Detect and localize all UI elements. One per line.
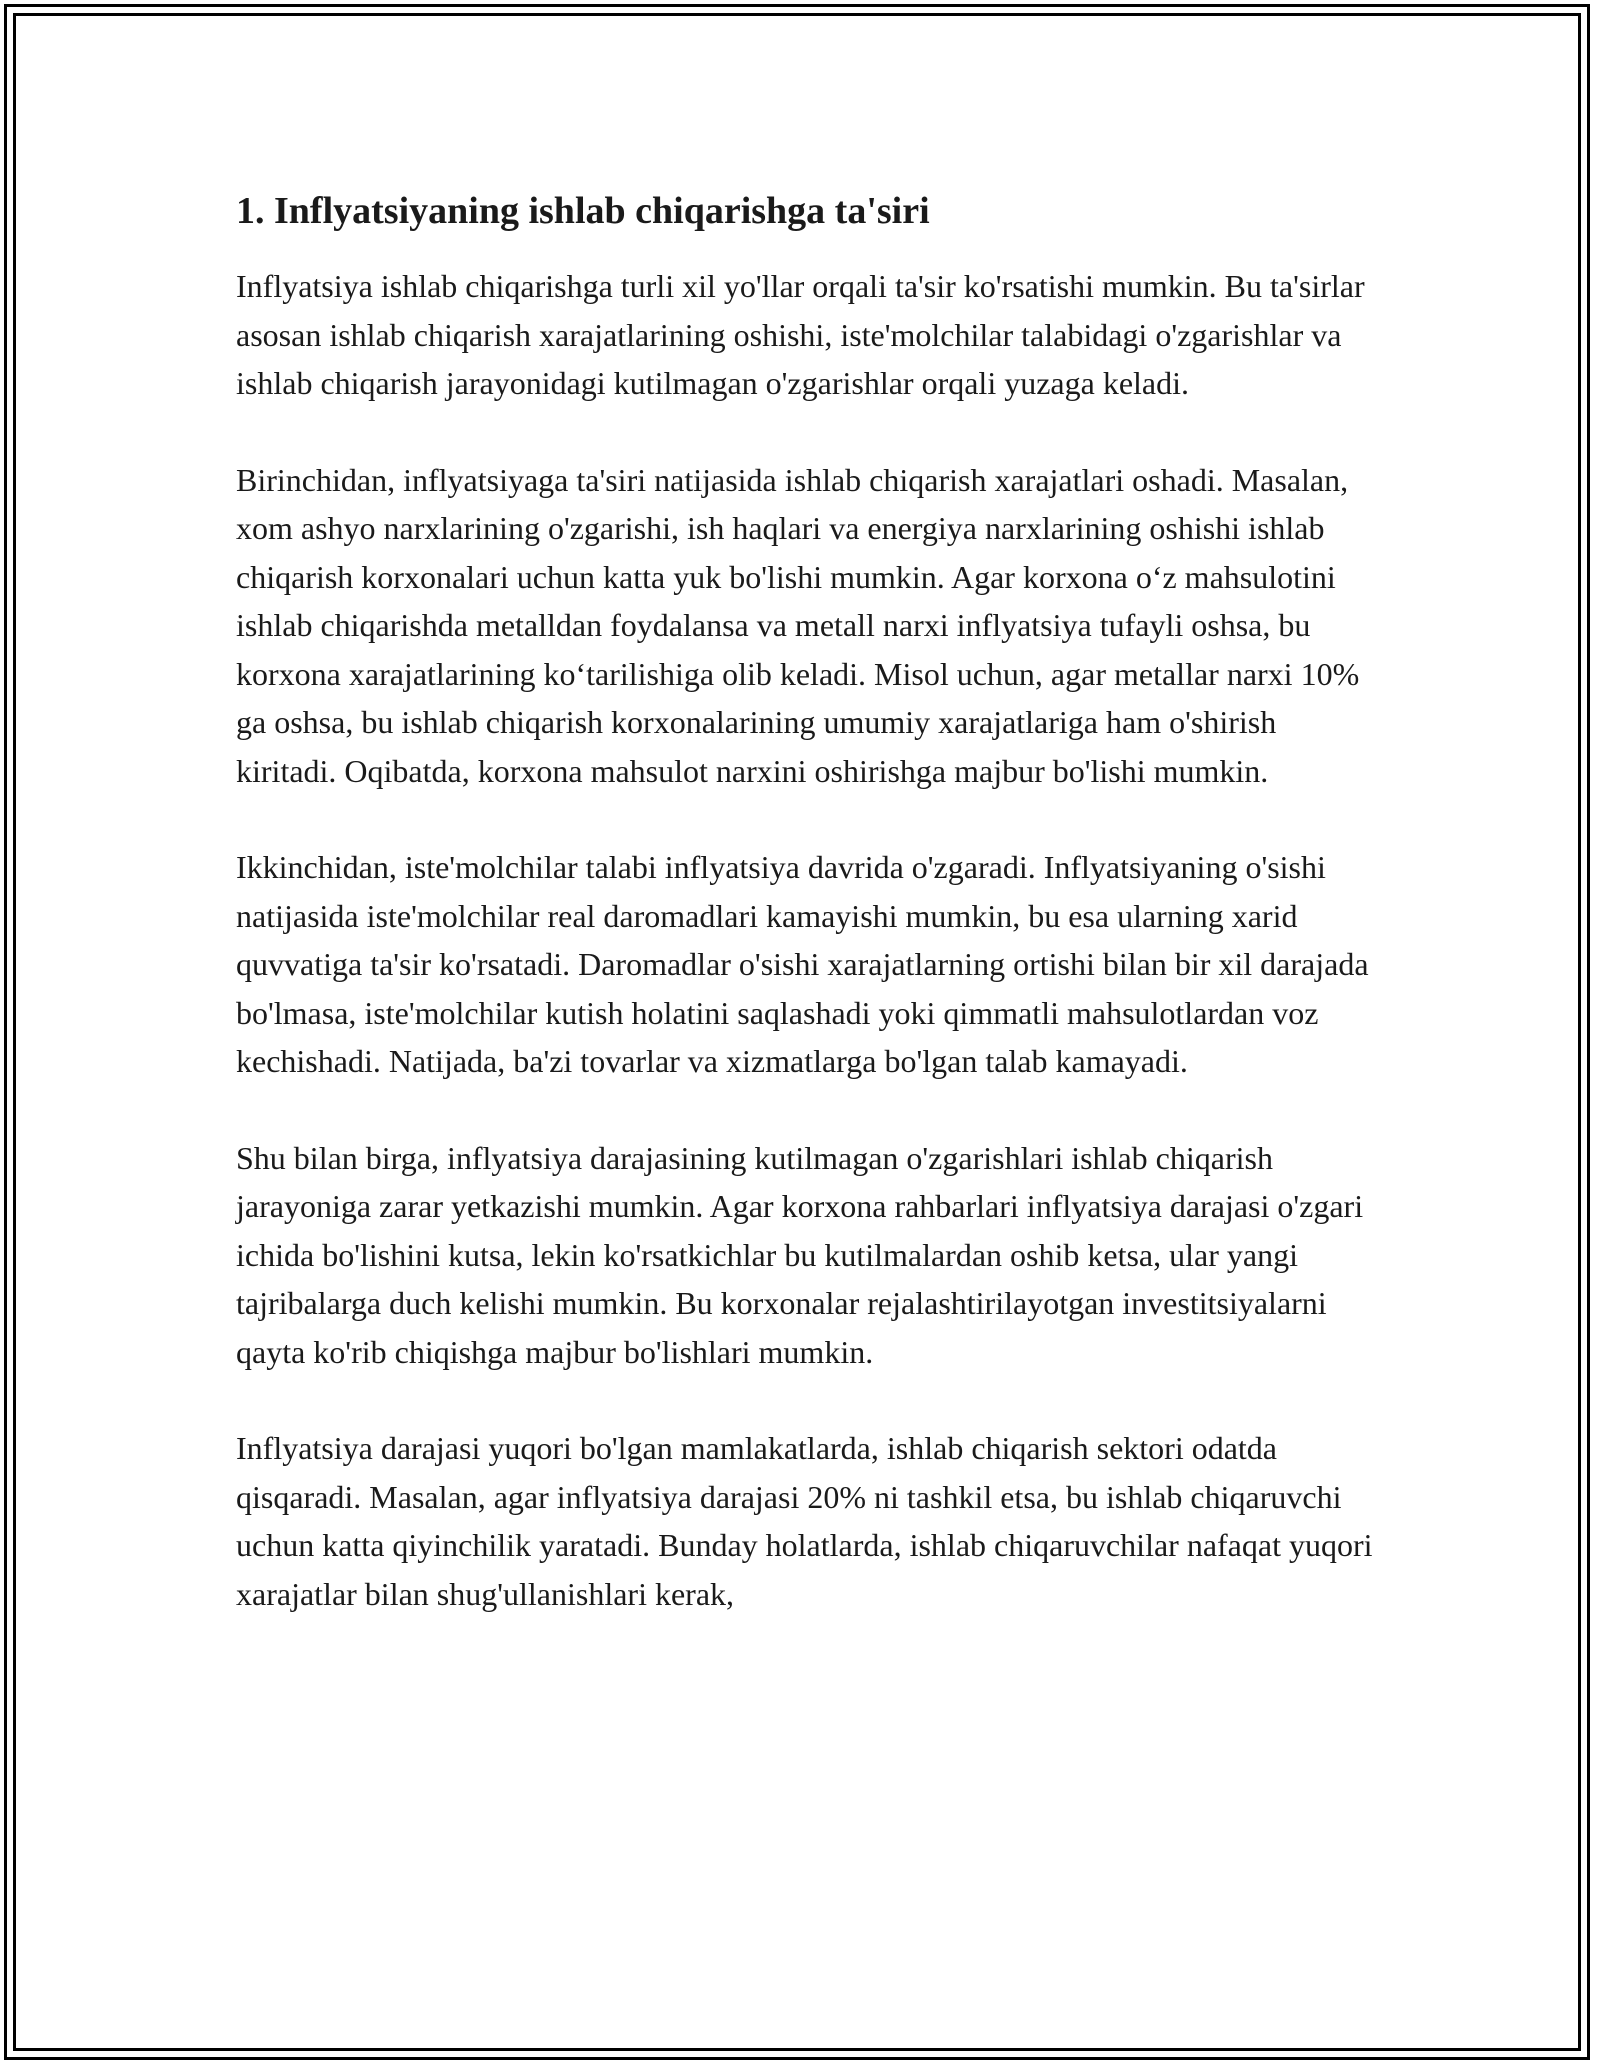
- paragraph-high-inflation: Inflyatsiya darajasi yuqori bo'lgan mamlakatlarda, ishlab chiqarish sektori odatda qisqaradi. Masalan, agar inflyatsiya darajasi 20% ni tashkil etsa, bu ishlab chiqaruvchi uchun katta qiyinchilik yaratadi. Bunday holatlarda, ishlab chiqaruvchilar nafaqat yuqori xarajatlar bilan shug'ullanishlari kerak,: [236, 1430, 1373, 1612]
- paragraph-costs: Birinchidan, inflyatsiyaga ta'siri natijasida ishlab chiqarish xarajatlari oshadi. Masalan, xom ashyo narxlarining o'zgarishi, ish haqlari va energiya narxlarining oshishi ishlab chiqarish korxonalari uchun katta yuk bo'lishi mumkin. Agar korxona o‘z mahsulotini ishlab chiqarishda metalldan foydalansa va metall narxi inflyatsiya tufayli oshsa, bu korxona xarajatlarining ko‘tarilishiga olib keladi. Misol uchun, agar metallar narxi 10% ga oshsa, bu ishlab chiqarish korxonalarining umumiy xarajatlariga ham o'shirish kiritadi. Oqibatda, korxona mahsulot narxini oshirishga majbur bo'lishi mumkin.: [236, 461, 1360, 789]
- paragraph-uncertainty: Shu bilan birga, inflyatsiya darajasining kutilmagan o'zgarishlari ishlab chiqarish jarayoniga zarar yetkazishi mumkin. Agar korxona rahbarlari inflyatsiya darajasi o'zgari ichida bo'lishini kutsa, lekin ko'rsatkichlar bu kutilmalardan oshib ketsa, ular yangi tajribalarga duch kelishi mumkin. Bu korxonalar rejalashtirilayotgan investitsiyalarni qayta ko'rib chiqishga majbur bo'lishlari mumkin.: [236, 1139, 1364, 1370]
- section-title: 1. Inflyatsiyaning ishlab chiqarishga ta'siri: [236, 190, 930, 232]
- paragraph-intro: Inflyatsiya ishlab chiqarishga turli xil yo'llar orqali ta'sir ko'rsatishi mumkin. Bu ta'sirlar asosan ishlab chiqarish xarajatlarining oshishi, iste'molchilar talabidagi o'zgarishlar va ishlab chiqarish jarayonidagi kutilmagan o'zgarishlar orqali yuzaga keladi.: [236, 268, 1365, 401]
- paragraph-demand: Ikkinchidan, iste'molchilar talabi inflyatsiya davrida o'zgaradi. Inflyatsiyaning o'sishi natijasida iste'molchilar real daromadlari kamayishi mumkin, bu esa ularning xarid quvvatiga ta'sir ko'rsatadi. Daromadlar o'sishi xarajatlarning ortishi bilan bir xil darajada bo'lmasa, iste'molchilar kutish holatini saqlashadi yoki qimmatli mahsulotlardan voz kechishadi. Natijada, ba'zi tovarlar va xizmatlarga bo'lgan talab kamayadi.: [236, 849, 1369, 1079]
- document-body: [236, 186, 1376, 1666]
